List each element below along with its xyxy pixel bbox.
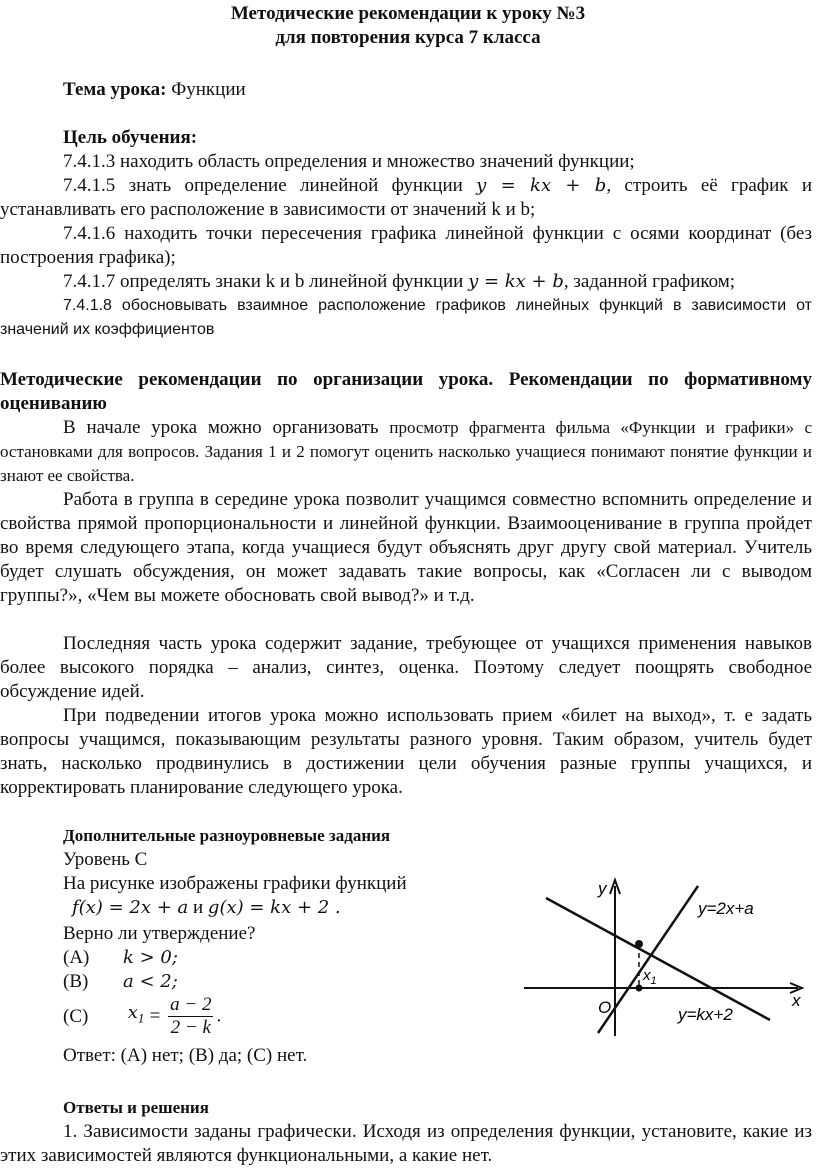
- answers-item-1: 1. Зависимости заданы графически. Исходя из определения функции, установите, какие из этих зависимостей являются функциональными, а какие нет.: [0, 1121, 812, 1166]
- recommendations-p3: Последняя часть урока содержит задание, требующее от учащихся применения навыков более высокого порядка – анализ, синтез, оценка. Поэтому следует поощрять свободное обсуждение идей.: [0, 633, 812, 702]
- goal-label: Цель обучения:: [63, 127, 198, 148]
- origin-label: O: [598, 998, 612, 1017]
- goal-list: [0, 150, 812, 342]
- line1-label: y=2x+a: [698, 899, 754, 918]
- extra-formulas: f(x) = 2x + a и g(x) = kx + 2 .: [72, 897, 341, 918]
- x1-label: $x_1$: [643, 967, 657, 987]
- option-a: (A) k > 0;: [63, 947, 178, 968]
- goal-item-5: 7.4.1.8 обосновывать взаимное расположение графиков линейных функций в зависимости от значений их коэффициентов: [0, 297, 812, 338]
- line2-label: y=kx+2: [678, 1005, 733, 1024]
- formula-g: g(x) = kx + 2 .: [207, 897, 341, 918]
- recommendations-heading: Методические рекомендации по организации урока. Рекомендации по формативному оцениванию: [0, 369, 812, 414]
- goal-item-1: 7.4.1.3 находить область определения и множество значений функции;: [63, 151, 635, 172]
- goal-item-4: 7.4.1.7 определять знаки k и b линейной функции y = kx + b, заданной графиком;: [63, 271, 736, 292]
- goal-item-3: 7.4.1.6 находить точки пересечения графика линейной функции с осями координат (без построения графика);: [0, 223, 812, 268]
- extra-question: Верно ли утверждение?: [63, 923, 256, 944]
- answer-line: Ответ: (A) нет; (B) да; (C) нет.: [63, 1045, 308, 1066]
- x1-point: [636, 985, 643, 992]
- formula-linear: y = kx + b: [476, 175, 607, 196]
- formula-f: f(x) = 2x + a: [72, 897, 189, 918]
- extra-level: Уровень C: [63, 849, 148, 870]
- recommendations-p1: В начале урока можно организовать просмотр фрагмента фильма «Функции и графики» с остановками для вопросов. Задания 1 и 2 помогут оценить насколько учащиеся понимают понятие функции и знают ее свойства.: [0, 417, 812, 485]
- function-graph: [520, 868, 816, 1038]
- y-axis-label: y: [598, 879, 607, 898]
- topic-value: Функции: [171, 79, 246, 100]
- recommendations-p2: Работа в группа в середине урока позволит учащимся совместно вспомнить определение и свойства прямой пропорциональности и линейной функции. Взаимооценивание в группа пройдет во время следующего этапа, когда учащиеся будут объяснять друг другу свой материал. Учитель будет слушать обсуждения, он может задавать такие вопросы, как «Согласен ли с выводом группы?», «Чем вы можете обосновать свой вывод?» и т.д.: [0, 489, 812, 606]
- x-axis-label: x: [792, 991, 801, 1010]
- fraction: $\frac{a - 2}{2 - k}$: [170, 994, 212, 1038]
- extra-heading: Дополнительные разноуровневые задания: [63, 826, 391, 845]
- intersection-point: [635, 940, 643, 948]
- title-line-1: Методические рекомендации к уроку №3: [230, 3, 586, 24]
- formula-linear-2: y = kx + b: [468, 271, 564, 292]
- topic-line: [0, 78, 816, 102]
- recommendations-p4: При подведении итогов урока можно использовать прием «билет на выход», т. е задать вопросы учащимся, показывающим результаты разного уровня. Таким образом, учитель будет знать, насколько продвинулись в достижении цели обучения разные группы учащихся, и корректировать планирование следующего урока.: [0, 705, 812, 798]
- extra-task: На рисунке изображены графики функций: [63, 873, 407, 894]
- option-b: (B) a < 2;: [63, 971, 178, 992]
- topic-label: Тема урока:: [63, 79, 167, 100]
- option-c: (C) $x_1$ = $\frac{a - 2}{2 - k}$ .: [63, 994, 222, 1038]
- goal-item-2: 7.4.1.5 знать определение линейной функции y = kx + b, строить её график и устанавливать его расположение в зависимости от значений k и b;: [0, 175, 813, 220]
- document-title: [0, 2, 816, 50]
- answers-heading: Ответы и решения: [63, 1098, 209, 1117]
- title-line-2: для повторения курса 7 класса: [275, 27, 541, 48]
